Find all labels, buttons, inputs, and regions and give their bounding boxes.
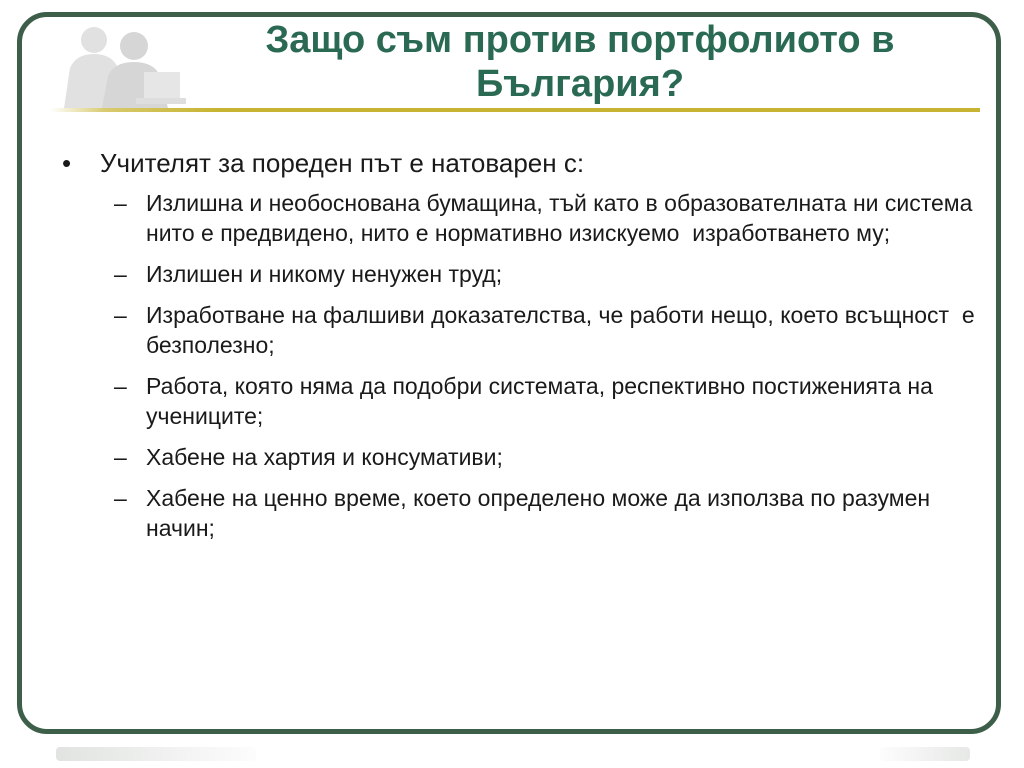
dash-marker: – xyxy=(114,190,127,216)
footer-ghost-left xyxy=(56,747,256,761)
bullet-text: Учителят за пореден път е натоварен с: xyxy=(100,148,585,178)
sub-bullet-item xyxy=(114,300,982,360)
slide-title-line-1: Защо съм против портфолиото в xyxy=(265,19,895,61)
slide-title xyxy=(150,18,1010,106)
sub-bullet-item xyxy=(114,483,982,543)
sub-bullet-item xyxy=(114,259,982,289)
sub-bullet-text: Хабене на ценно време, което определено може да използва по разумен начин; xyxy=(146,485,937,541)
sub-bullet-text: Изработване на фалшиви доказателства, че работи нещо, което всъщност е безполезно; xyxy=(146,302,982,358)
bullet-marker: • xyxy=(62,148,72,178)
sub-bullet-text: Хабене на хартия и консумативи; xyxy=(146,444,503,470)
bullet-item xyxy=(62,146,982,180)
sub-bullet-text: Работа, която няма да подобри системата, респективно постиженията на учениците; xyxy=(146,373,940,429)
dash-marker: – xyxy=(114,485,127,511)
slide-body xyxy=(62,146,982,554)
sub-bullet-text: Излишен и никому ненужен труд; xyxy=(146,261,503,287)
footer-ghost-right xyxy=(880,747,970,761)
sub-bullet-item xyxy=(114,442,982,472)
dash-marker: – xyxy=(114,444,127,470)
sub-bullet-item xyxy=(114,371,982,431)
title-underline xyxy=(50,108,980,112)
slide-title-line-2: България? xyxy=(475,63,685,105)
sub-bullet-text: Излишна и необоснована бумащина, тъй като в образователната ни система нито е предвидено, нито е нормативно изискуемо изработването му; xyxy=(146,190,979,246)
dash-marker: – xyxy=(114,261,127,287)
dash-marker: – xyxy=(114,302,127,328)
sub-bullet-item xyxy=(114,188,982,248)
dash-marker: – xyxy=(114,373,127,399)
